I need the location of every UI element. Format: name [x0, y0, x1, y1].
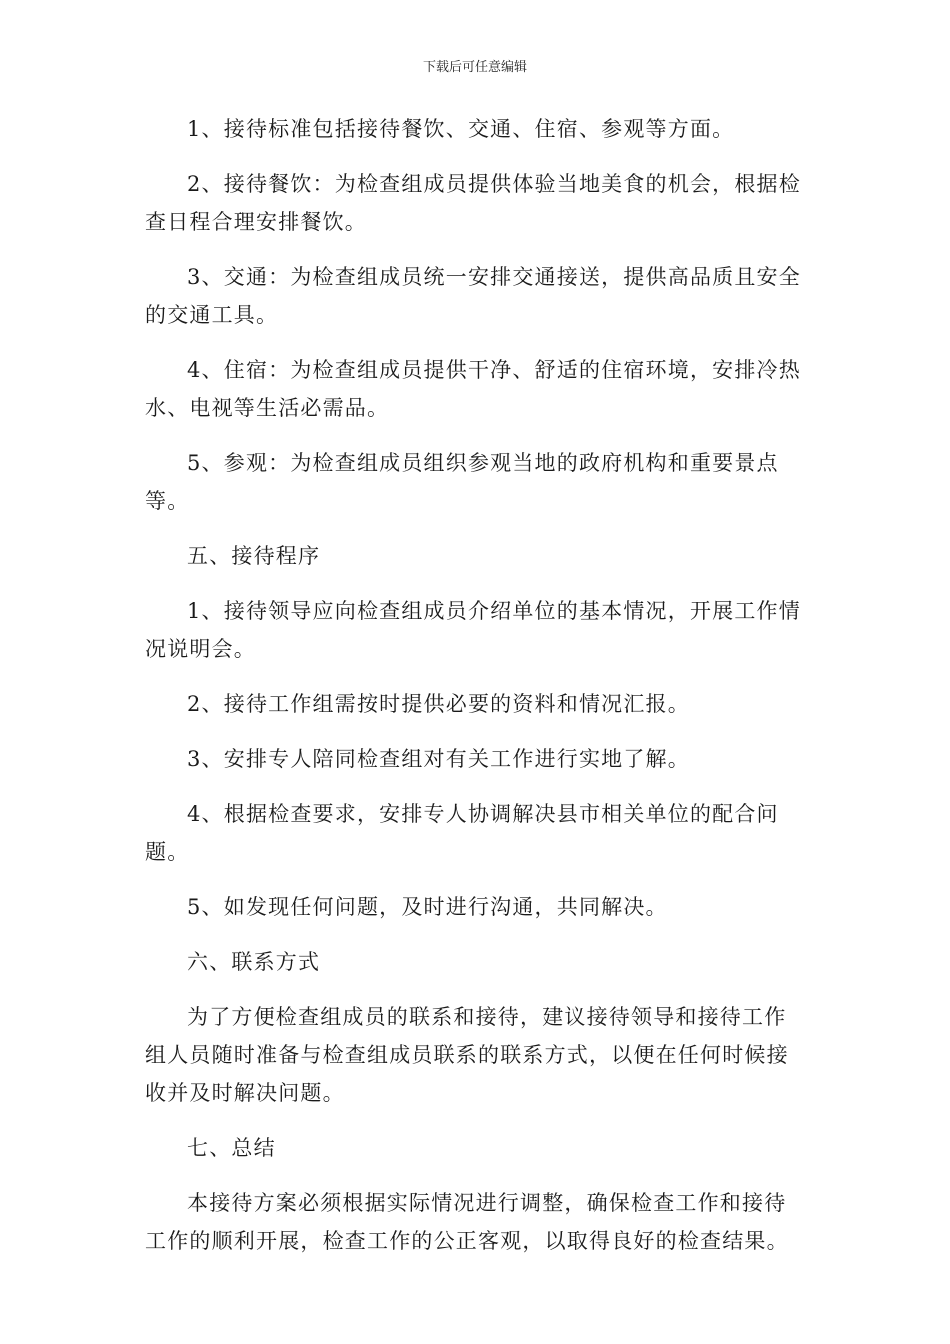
paragraph-line: 2、接待餐饮：为检查组成员提供体验当地美食的机会，根据检: [187, 172, 801, 196]
paragraph-line: 4、根据检查要求，安排专人协调解决县市相关单位的配合问题。: [145, 802, 779, 864]
paragraph-line: 水、电视等生活必需品。: [145, 396, 390, 420]
paragraph: [145, 537, 810, 575]
paragraph-line: 组人员随时准备与检查组成员联系的联系方式，以便在任何时候接: [145, 1043, 789, 1067]
paragraph: [145, 1129, 810, 1167]
paragraph-line: 3、安排专人陪同检查组对有关工作进行实地了解。: [187, 747, 690, 771]
page-header: 下载后可任意编辑: [422, 60, 527, 75]
paragraph-line: 五、接待程序: [187, 544, 321, 568]
paragraph: [145, 110, 810, 148]
paragraph: [145, 943, 810, 981]
paragraph-line: 本接待方案必须根据实际情况进行调整，确保检查工作和接待: [187, 1191, 787, 1215]
paragraph: [145, 444, 810, 520]
paragraph-line: 为了方便检查组成员的联系和接待，建议接待领导和接待工作: [187, 1005, 787, 1029]
paragraph: [145, 685, 810, 723]
paragraph-line: 5、参观：为检查组成员组织参观当地的政府机构和重要景点等。: [145, 451, 779, 513]
paragraph-line: 3、交通：为检查组成员统一安排交通接送，提供高品质且安全: [187, 265, 801, 289]
paragraph-line: 4、住宿：为检查组成员提供干净、舒适的住宿环境，安排冷热: [187, 358, 801, 382]
paragraph-line: 的交通工具。: [145, 303, 279, 327]
paragraph: [145, 888, 810, 926]
paragraph-line: 七、总结: [187, 1136, 276, 1160]
document-body: [145, 110, 810, 1277]
paragraph-line: 工作的顺利开展，检查工作的公正客观，以取得良好的检查结果。: [145, 1229, 789, 1253]
paragraph: [145, 740, 810, 778]
paragraph: [145, 795, 810, 871]
paragraph-line: 2、接待工作组需按时提供必要的资料和情况汇报。: [187, 692, 690, 716]
paragraph: [145, 351, 810, 427]
paragraph-line: 5、如发现任何问题，及时进行沟通，共同解决。: [187, 895, 668, 919]
paragraph-line: 1、接待标准包括接待餐饮、交通、住宿、参观等方面。: [187, 117, 735, 141]
paragraph-line: 六、联系方式: [187, 950, 321, 974]
paragraph: [145, 1184, 810, 1260]
paragraph-line: 收并及时解决问题。: [145, 1081, 345, 1105]
paragraph: [145, 165, 810, 241]
paragraph: [145, 592, 810, 668]
paragraph-line: 1、接待领导应向检查组成员介绍单位的基本情况，开展工作情: [187, 599, 801, 623]
paragraph: [145, 998, 810, 1112]
paragraph: [145, 258, 810, 334]
paragraph-line: 查日程合理安排餐饮。: [145, 210, 367, 234]
paragraph-line: 况说明会。: [145, 637, 256, 661]
